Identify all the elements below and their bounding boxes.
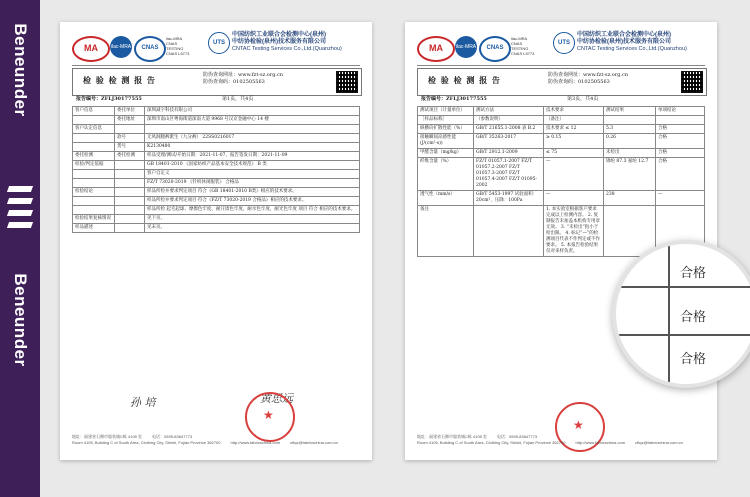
anti-fake-info: 防伪查询网址：www.fzt-sz.org.cn 防伪查询码：0102505563 [548,72,629,85]
report-number-row: 报告编号：ZFLJ30177555 第1页，共4页 [76,96,254,102]
table-cell: 238 [604,191,656,206]
report-title: 检 验 检 测 报 告 [428,75,501,85]
table-cell: 样品描述 [73,224,115,233]
table-cell [115,224,145,233]
table-cell [73,143,115,152]
table-cell: 合格 [656,125,705,134]
table-cell: 检验结果复核情况 [73,215,115,224]
table-cell [115,179,145,188]
table-cell: ［样品标称］ [418,116,474,125]
table-cell [115,206,145,215]
table-cell: 透气性（mm/s） [418,191,474,206]
table-row [418,134,705,149]
page-footer: 地址：福建省石狮市服装城C栋 4105 室 电话：0595-83647773 Room 4105, Building C of South Area, Clothing City, Shishi, Fujian Province 362700 http://www.fabricschina.com cftqz@fabricschina.com.cn [72,434,338,445]
column-header: 单项结论 [656,107,705,116]
brand-name: Beneunder [11,23,30,117]
table-cell: 5.3 [604,125,656,134]
table-cell: 合格 [656,134,705,149]
column-header: 测试方法 [474,107,544,116]
ilac-logo-icon: ilac-MRA [455,36,477,58]
test-results-table [417,106,705,257]
accreditation-caption: ilac-MRA CNAS TESTING CNAS L5773 [166,36,190,56]
table-cell: 款号 [115,134,145,143]
organization-header: 中国纺织工业联合会检测中心(泉州) 中纺协检验(泉州)技术服务有限公司 CNTAC Testing Services Co.,Ltd.(Quanzhou) [232,32,342,52]
table-cell: 深圳减字科技有限公司 [145,107,360,116]
table-cell [115,215,145,224]
table-cell [474,206,544,257]
table-row [73,179,360,188]
ilac-logo-icon: ilac-MRA [110,36,132,58]
table-cell: 未检出 [604,149,656,158]
table-cell [604,206,656,257]
table-row [73,116,360,125]
table-row [73,107,360,116]
table-cell: GB/T 2912.1-2009 [474,149,544,158]
uts-logo-icon: UTS [208,32,230,54]
table-cell: 客户信息 [73,107,115,116]
table-row [73,125,360,134]
table-cell: 客户认定信息 [73,125,115,134]
table-row [73,161,360,170]
table-cell: K2130480 [145,143,360,152]
table-cell: 甲醛含量（mg/kg） [418,149,474,158]
title-box [417,68,707,96]
table-cell: 委托地址 [115,116,145,125]
accreditation-logos [417,34,547,62]
column-header: 测试项目（计量单位） [418,107,474,116]
table-cell: 合格 [656,149,705,158]
magnified-value: 合格 [680,310,707,325]
table-cell [115,188,145,197]
table-cell: 无风洞腿裤派生（九分裤） 22SS0216017 [145,134,360,143]
table-cell: — [656,191,705,206]
table-row [73,143,360,152]
table-row [418,125,705,134]
brand-name-secondary: Beneunder [11,273,30,367]
table-cell [115,197,145,206]
table-cell [73,206,115,215]
signature-tester: 孙 培 [130,396,156,409]
table-row [418,158,705,191]
title-box [72,68,362,96]
magnified-value: 合格 [680,352,707,367]
table-row [73,188,360,197]
qr-code-icon [681,71,703,93]
table-cell: 备注 [418,206,474,257]
table-cell: 深圳市南山区粤海街道深南大道 9968 号汉京金融中心 14 楼 [145,116,360,125]
table-cell: 检验结论 [73,188,115,197]
table-row [418,116,705,125]
table-cell: FZ/T 73020-2019 《针织休闲服装》 合格品 [145,179,360,188]
table-cell: 纤维含量（%） [418,158,474,191]
brand-sidebar [0,0,40,497]
brand-logo-icon [8,180,32,240]
table-cell: FZ/T 01057.1-2007 FZ/T 01057.2-2007 FZ/T 01057.3-2007 FZ/T 01057.4-2007 FZ/T 01095-2002 [474,158,544,191]
table-cell [73,116,115,125]
report-page-1 [60,22,372,460]
ma-logo-icon: MA [72,36,110,62]
magnified-conclusion-view [612,240,750,388]
table-cell: 见末页。 [145,224,360,233]
table-row [73,134,360,143]
cnas-logo-icon: CNAS [479,36,511,62]
table-cell: 样品所检 起毛起球、摩擦色牢度、耐汗渍色牢度、耐水色牢度、耐光色牢度 项目 符合 相应的技术要求。 [145,206,360,215]
header-rule [417,65,705,66]
table-cell: — [544,158,604,191]
table-row [73,197,360,206]
signature-approver: 黄思远 [260,392,293,405]
table-cell: GB 18401-2010 《国家纺织产品基本安全技术规范》 B 类 [145,161,360,170]
table-cell: 锦纶 87.3 氨纶 12.7 [604,158,656,191]
table-cell: 委托单位 [115,107,145,116]
report-info-table [72,106,360,233]
report-title: 检 验 检 测 报 告 [83,75,156,85]
table-cell: 货号 [115,143,145,152]
accreditation-logos [72,34,202,62]
table-cell: 0.26 [604,134,656,149]
table-cell: 委托检测 [115,152,145,161]
table-cell: 接触瞬间凉感性能 (J/(cm²·s)) [418,134,474,149]
table-row [418,149,705,158]
table-cell: — [544,191,604,206]
table-row [418,191,705,206]
report-number-row: 报告编号：ZFLJ30177555 第3页，共4页 [421,96,599,102]
table-cell: 技术要求 ≤ 12 [544,125,604,134]
table-cell: 样品所检并要求判定项目 符合《FZ/T 73020-2019 合格品》相应的技术要求。 [145,197,360,206]
table-cell: GB/T 35263-2017 [474,134,544,149]
table-cell [73,197,115,206]
table-cell: GB/T 21655.1-2008 表 B.2 [474,125,544,134]
table-row [73,206,360,215]
column-header: 测试结果 [604,107,656,116]
table-cell [73,134,115,143]
table-cell: ≤ 75 [544,149,604,158]
table-row [73,224,360,233]
table-cell: 样品所检并要求判定项目 符合《GB 18401-2010 B类》相应的技术要求。 [145,188,360,197]
table-row [73,170,360,179]
anti-fake-info: 防伪查询网址：www.fzt-sz.org.cn 防伪查询码：0102505563 [203,72,284,85]
table-cell: ≥ 0.15 [544,134,604,149]
organization-header: 中国纺织工业联合会检测中心(泉州) 中纺协检验(泉州)技术服务有限公司 CNTAC Testing Services Co.,Ltd.(Quanzhou) [577,32,687,52]
table-cell: 检验/判定依据 [73,161,115,170]
table-cell: 客户自定义 [145,170,360,179]
accreditation-caption: ilac-MRA CNAS TESTING CNAS L5773 [511,36,535,56]
cnas-logo-icon: CNAS [134,36,166,62]
uts-logo-icon: UTS [553,32,575,54]
table-cell: 委托检测 [73,152,115,161]
table-cell [115,161,145,170]
table-cell: 纵横向扩散性能（%） [418,125,474,134]
table-cell: 见下页。 [145,215,360,224]
table-cell [115,170,145,179]
qr-code-icon [336,71,358,93]
table-cell: （参数说明） [474,116,544,125]
table-cell: （备注） [544,116,604,125]
ma-logo-icon: MA [417,36,455,62]
table-cell: 样品受理/测试/开始日期：2021-11-07，报告签发日期：2021-11-09 [145,152,360,161]
table-cell [656,116,705,125]
table-cell [115,125,145,134]
table-cell [73,179,115,188]
table-cell [73,170,115,179]
table-cell [145,125,360,134]
table-row [73,152,360,161]
table-cell: 合格 [656,158,705,191]
table-cell: GB/T 5453-1997 试验面积：20cm²，压降：100Pa [474,191,544,206]
page-footer: 地址：福建省石狮市服装城C栋 4105 室 电话：0595-83647773 Room 4105, Building C of South Area, Clothing City, Shishi, Fujian Province 362700 http://www.fabricschina.com cftqz@fabricschina.com.cn [417,434,683,445]
header-rule [72,65,360,66]
column-header: 技术要求 [544,107,604,116]
table-row [73,215,360,224]
magnified-value: 合格 [680,266,707,281]
table-cell [604,116,656,125]
table-cell: 1. 本实验室根据客户要求完成以上检测内容。 2. 复制报告未加盖本机构专用章无效。 3. “未检出”指小于检出限。 4. 标记“—”的检测项目代表不作判定或不作要求。 5. 本报告检验结果仅对来样负责。 [544,206,604,257]
